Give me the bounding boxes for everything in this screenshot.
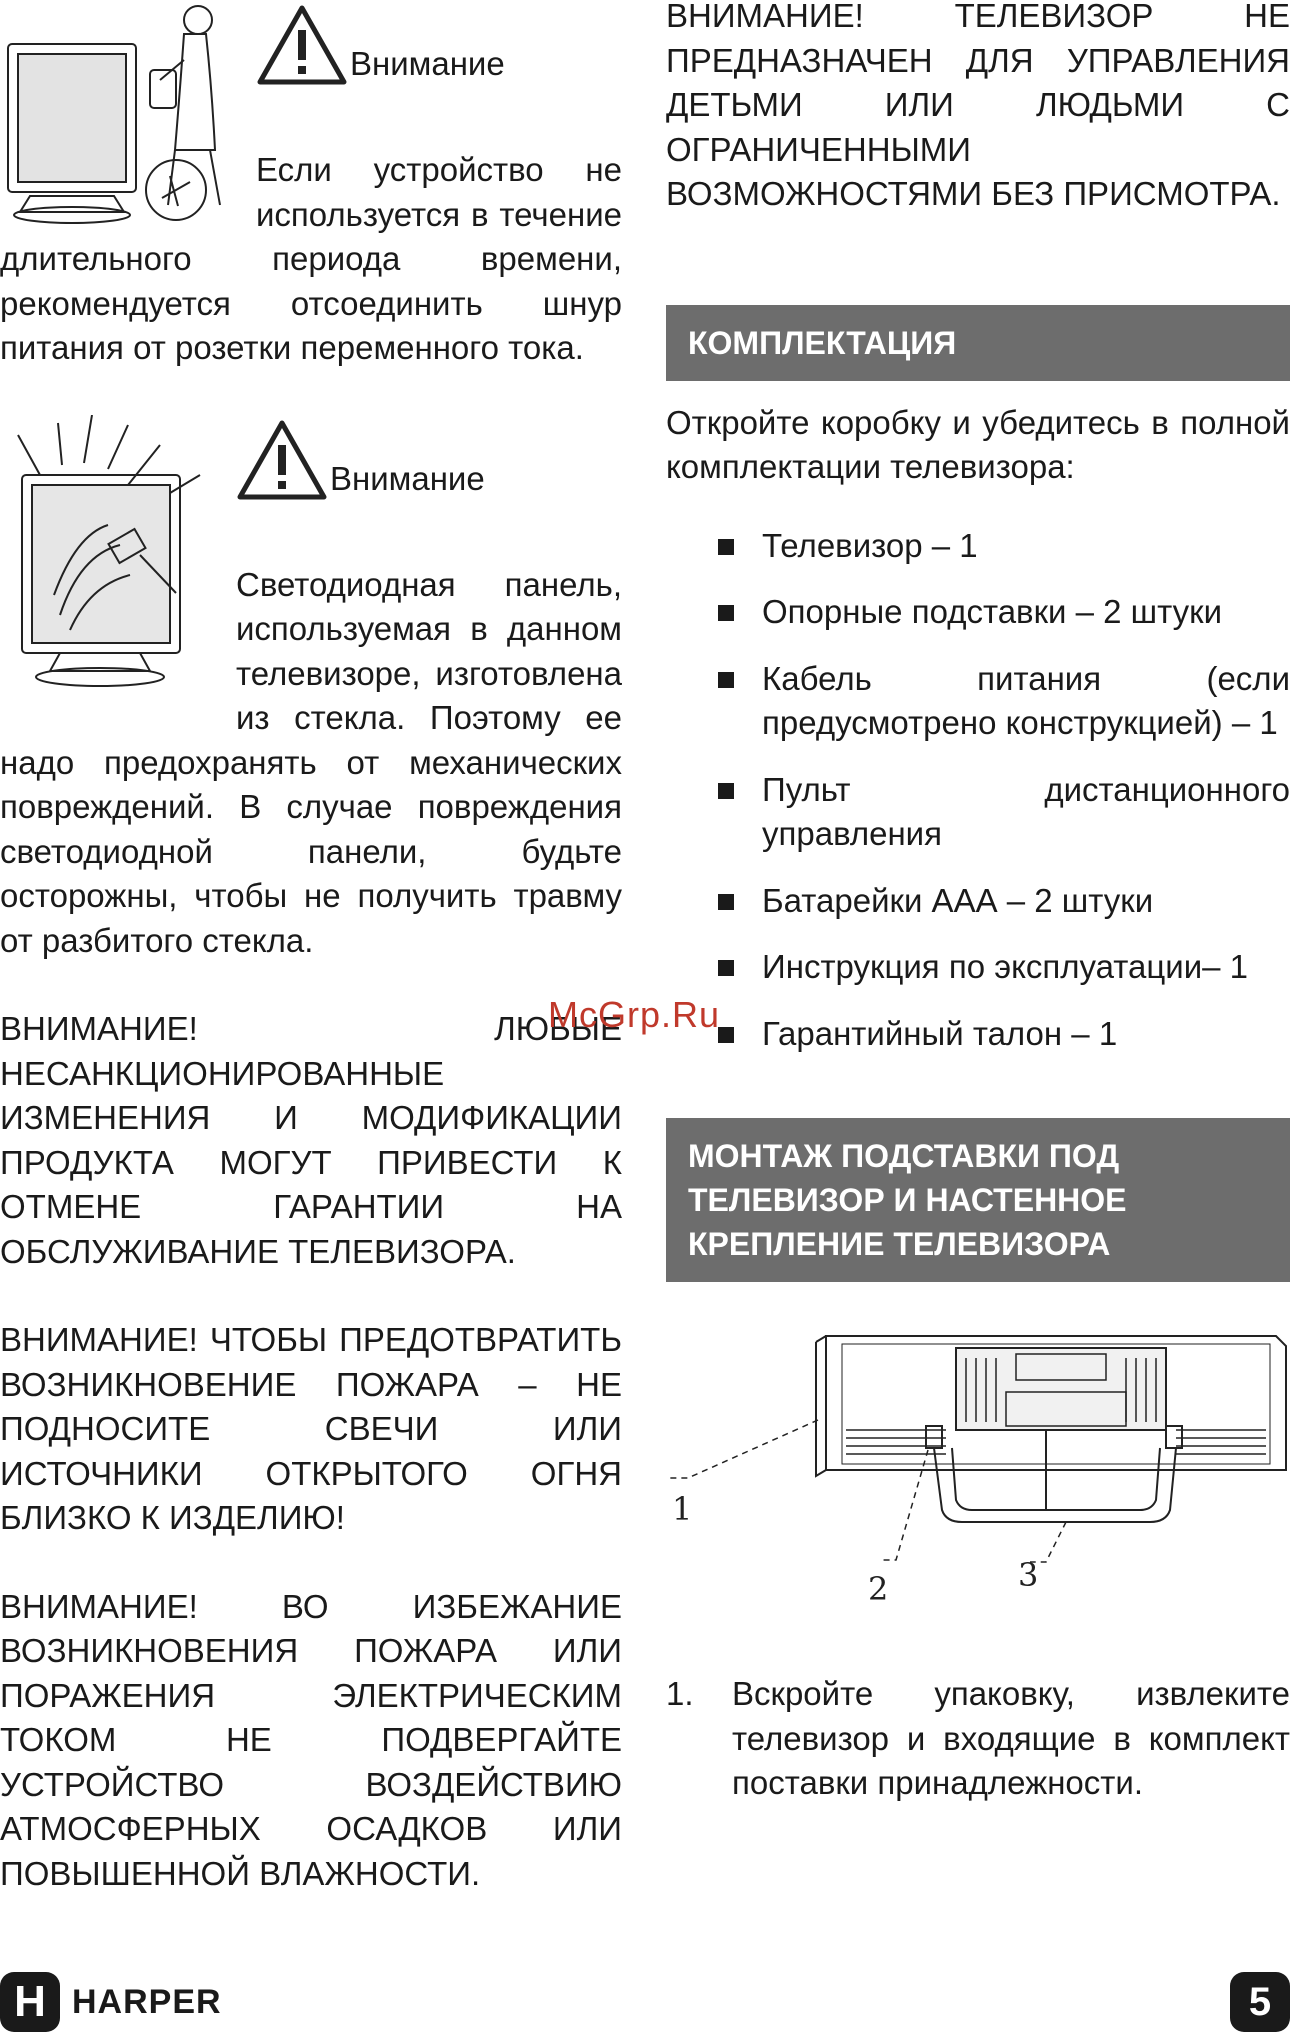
warning-text-power: Если устройство не используется в течение длительного периода времени, рекомендуется отсоединить шнур питания от розетки переменного тока. xyxy=(0,151,622,366)
caps-warning-moisture: ВНИМАНИЕ! ВО ИЗБЕЖАНИЕ ВОЗНИКНОВЕНИЯ ПОЖАРА ИЛИ ПОРАЖЕНИЯ ЭЛЕКТРИЧЕСКИМ ТОКОМ НЕ ПОДВЕРГАЙТЕ УСТРОЙСТВО ВОЗДЕЙСТВИЮ АТМОСФЕРНЫХ ОСАДКОВ ИЛИ ПОВЫШЕННОЙ ВЛАЖНОСТИ. xyxy=(0,1587,622,1892)
kit-intro: Откройте коробку и убедитесь в полной комплектации телевизора: xyxy=(666,403,1290,485)
warning-triangle-icon xyxy=(256,4,348,86)
warning-heading xyxy=(236,415,622,501)
caps-warning-fire: ВНИМАНИЕ! ЧТОБЫ ПРЕДОТВРАТИТЬ ВОЗНИКНОВЕНИЕ ПОЖАРА – НЕ ПОДНОСИТЕ СВЕЧИ ИЛИ ИСТОЧНИКИ ОТКРЫТОГО ОГНЯ БЛИЗКО К ИЗДЕЛИЮ! xyxy=(0,1321,622,1536)
broken-panel-illustration xyxy=(0,415,224,715)
square-bullet-icon xyxy=(718,783,734,799)
stand-mount-diagram xyxy=(666,1300,1290,1660)
step-text: Вскройте упаковку, извлеките телевизор и входящие в комплект поставки принадлежности. xyxy=(732,1675,1290,1801)
step-number: 1. xyxy=(666,1675,694,1712)
page-number: 5 xyxy=(1230,1972,1290,2032)
list-item: Батарейки ААА – 2 штуки xyxy=(718,879,1290,924)
warning-heading xyxy=(256,0,622,86)
warning-label: Внимание xyxy=(330,459,485,497)
watermark: McGrp.Ru xyxy=(548,994,721,1035)
left-column xyxy=(0,0,622,1896)
step-item xyxy=(666,1672,1290,1806)
warning-label: Внимание xyxy=(350,45,505,82)
diagram-label-1: 1 xyxy=(672,1490,693,1528)
harper-logo xyxy=(0,1972,222,2032)
kit-list xyxy=(666,524,1290,1057)
caps-warning-modifications: ВНИМАНИЕ! ЛЮБЫЕ НЕСАНКЦИОНИРОВАННЫЕ ИЗМЕНЕНИЯ И МОДИФИКАЦИИ ПРОДУКТА МОГУТ ПРИВЕСТИ К ОТМЕНЕ ГАРАНТИИ НА ОБСЛУЖИВАНИЕ ТЕЛЕВИЗОРА. xyxy=(0,1010,622,1270)
caps-warning-children: ВНИМАНИЕ! ТЕЛЕВИЗОР НЕ ПРЕДНАЗНАЧЕН ДЛЯ УПРАВЛЕНИЯ ДЕТЬМИ ИЛИ ЛЮДЬМИ С ОГРАНИЧЕННЫМИ ВОЗМОЖНОСТЯМИ БЕЗ ПРИСМОТРА. xyxy=(666,0,1290,212)
list-item: Опорные подставки – 2 штуки xyxy=(718,590,1290,635)
section-heading-kit: КОМПЛЕКТАЦИЯ xyxy=(666,305,1290,381)
brand-name: HARPER xyxy=(72,1982,222,2021)
warning-text-glass: Светодиодная панель, используемая в данном телевизоре, изготовлена из стекла. Поэтому ее надо предохранять от механических повреждений. В случае повреждения светодиодной панели, будьте осторожны, чтобы не получить травму от разбитого стекла. xyxy=(0,565,622,959)
list-item: Гарантийный талон – 1 xyxy=(718,1012,1290,1057)
square-bullet-icon xyxy=(718,539,734,555)
section-heading-mount: МОНТАЖ ПОДСТАВКИ ПОД ТЕЛЕВИЗОР И НАСТЕННОЕ КРЕПЛЕНИЕ ТЕЛЕВИЗОРА xyxy=(666,1118,1290,1282)
square-bullet-icon xyxy=(718,960,734,976)
diagram-label-3: 3 xyxy=(1018,1556,1039,1594)
warning-block-power xyxy=(0,0,622,371)
page-footer xyxy=(0,1972,1296,2036)
square-bullet-icon xyxy=(718,1027,734,1043)
right-column xyxy=(666,0,1290,1806)
list-item: Кабель питания (если предусмотрено конструкцией) – 1 xyxy=(718,657,1290,746)
harper-h-icon: H xyxy=(0,1972,60,2032)
list-item: Инструкция по эксплуатации– 1 xyxy=(718,945,1290,990)
square-bullet-icon xyxy=(718,672,734,688)
warning-triangle-icon xyxy=(236,419,328,501)
diagram-label-2: 2 xyxy=(868,1570,889,1608)
square-bullet-icon xyxy=(718,894,734,910)
square-bullet-icon xyxy=(718,605,734,621)
list-item: Пульт дистанционного управления xyxy=(718,768,1290,857)
warning-block-glass xyxy=(0,415,622,964)
list-item: Телевизор – 1 xyxy=(718,524,1290,569)
tv-unplug-illustration xyxy=(0,0,244,230)
